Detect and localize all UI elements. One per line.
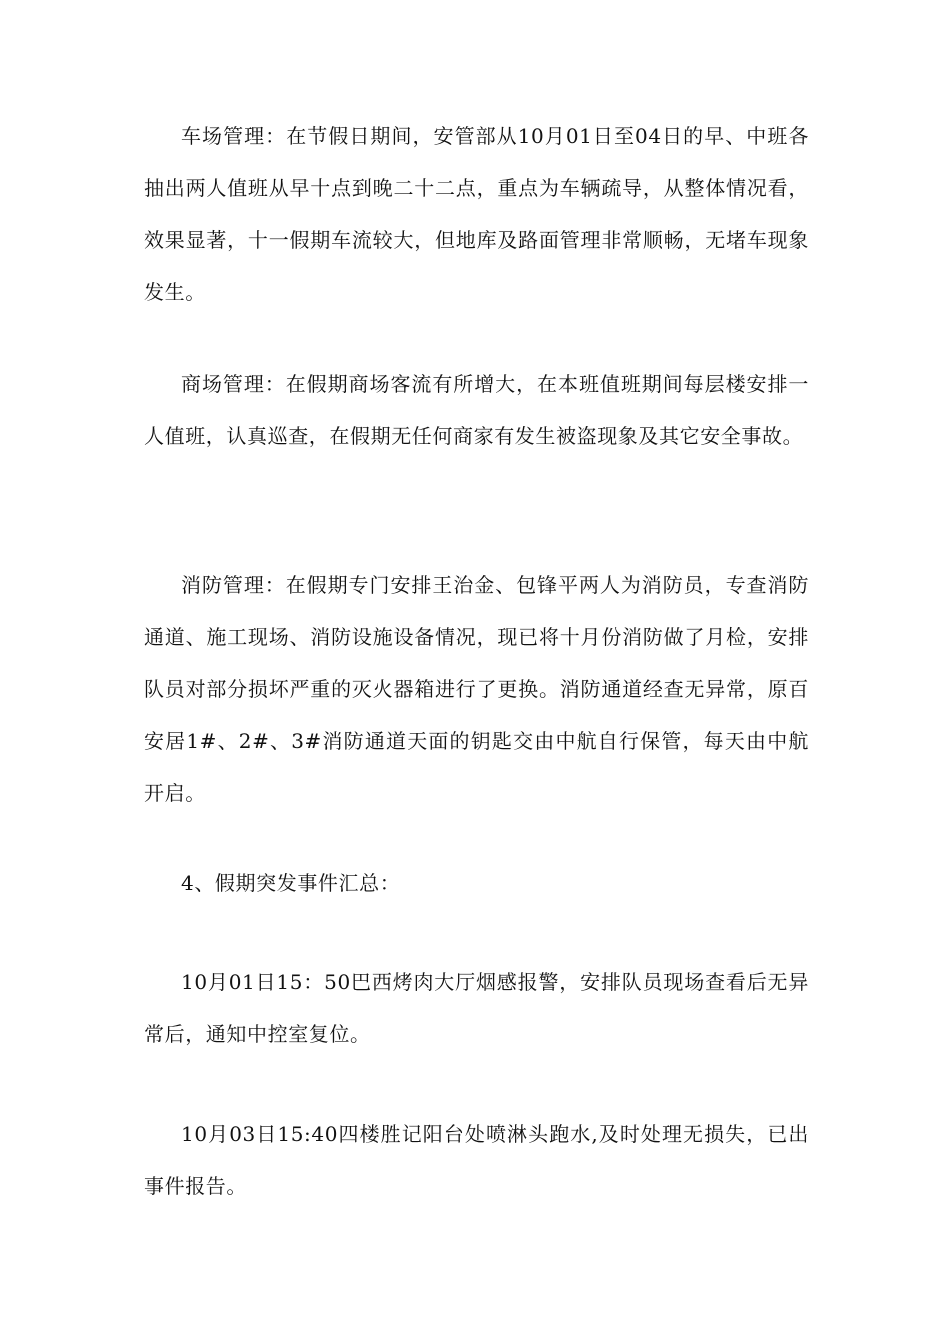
section-heading-incidents: 4、假期突发事件汇总： [181,871,401,895]
paragraph-incident-1: 10月01日15：50巴西烤肉大厅烟感报警，安排队员现场查看后无异常后，通知中控室复位。 [144,970,809,1046]
paragraph-mall-management: 商场管理：在假期商场客流有所增大，在本班值班期间每层楼安排一人值班，认真巡查，在假期无任何商家有发生被盗现象及其它安全事故。 [144,372,809,448]
paragraph-incident-2: 10月03日15:40四楼胜记阳台处喷淋头跑水,及时处理无损失，已出事件报告。 [144,1122,809,1198]
paragraph-parking-management: 车场管理：在节假日期间，安管部从10月01日至04日的早、中班各抽出两人值班从早十点到晚二十二点，重点为车辆疏导，从整体情况看，效果显著，十一假期车流较大，但地库及路面管理非常顺畅，无堵车现象发生。 [144,124,809,304]
paragraph-fire-management: 消防管理：在假期专门安排王治金、包锋平两人为消防员，专查消防通道、施工现场、消防设施设备情况，现已将十月份消防做了月检，安排队员对部分损坏严重的灭火器箱进行了更换。消防通道经查无异常，原百安居1#、2#、3#消防通道天面的钥匙交由中航自行保管，每天由中航开启。 [144,573,809,805]
